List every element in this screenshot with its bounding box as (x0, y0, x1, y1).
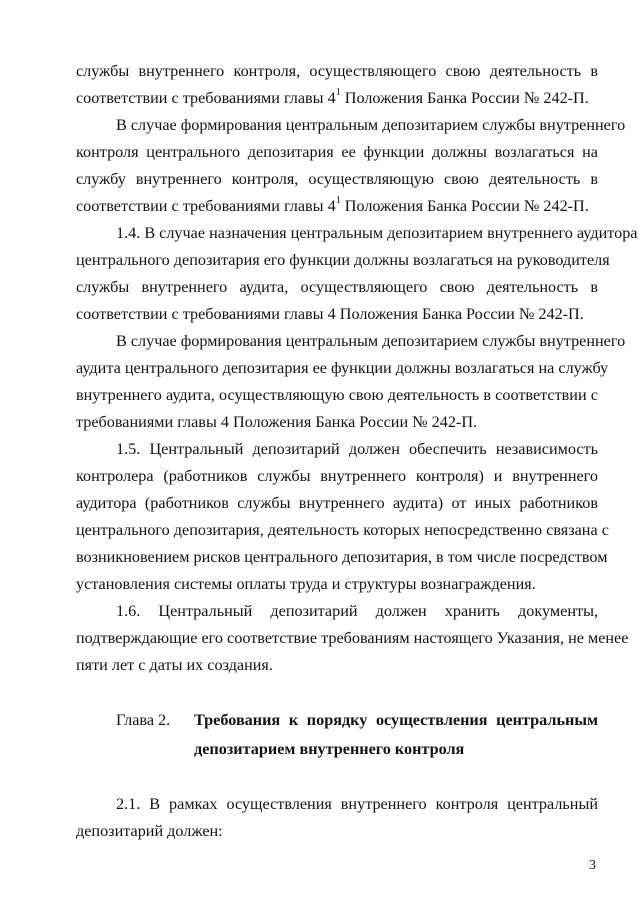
text-line: службы внутреннего контроля, осуществляющего свою деятельность в (76, 62, 598, 80)
text-line: В случае формирования центральным депозитарием службы внутреннего (116, 116, 626, 134)
text-line: службы внутреннего аудита, осуществляющего свою деятельность в (76, 278, 598, 296)
text-line: аудита центрального депозитария ее функции должны возлагаться на службу (76, 359, 609, 377)
text-line: пяти лет с даты их создания. (76, 656, 273, 674)
text-line: контроля центрального депозитария ее функции должны возлагаться на (76, 143, 598, 161)
superscript: 1 (335, 86, 341, 98)
text-line: установления системы оплаты труда и структуры вознаграждения. (76, 575, 536, 593)
text-line: службу внутреннего контроля, осуществляющую свою деятельность в (76, 170, 598, 188)
text-line: требованиями главы 4 Положения Банка России № 242-П. (76, 413, 478, 431)
text-line: В случае формирования центральным депозитарием службы внутреннего (116, 332, 626, 350)
chapter-title-continued: депозитарием внутреннего контроля (194, 740, 465, 758)
text-line: 1.6. Центральный депозитарий должен хранить документы, (116, 602, 598, 620)
page-body (76, 58, 638, 845)
text-line: соответствии с требованиями главы $4^1$ Положения Банка России № 242-П. (76, 86, 589, 107)
chapter-title: Требования к порядку осуществления центральным (194, 711, 598, 729)
text-line: 1.5. Центральный депозитарий должен обеспечить независимость (116, 440, 598, 458)
text-line: соответствии с требованиями главы $4^1$ Положения Банка России № 242-П. (76, 194, 589, 215)
text-line: центрального депозитария его функции должны возлагаться на руководителя (76, 251, 610, 269)
text-line: возникновением рисков центрального депозитария, в том числе посредством (76, 548, 608, 566)
text-line: соответствии с требованиями главы 4 Положения Банка России № 242-П. (76, 305, 584, 323)
text-line: контролера (работников службы внутреннего контроля) и внутреннего (76, 467, 598, 485)
text-line: депозитарий должен: (76, 822, 223, 840)
superscript: 1 (335, 194, 341, 206)
text-line: аудитора (работников службы внутреннего аудита) от иных работников (76, 494, 598, 512)
text-line: 1.4. В случае назначения центральным депозитарием внутреннего аудитора (116, 224, 638, 242)
text-line: подтверждающие его соответствие требованиям настоящего Указания, не менее (76, 629, 629, 647)
text-line: центрального депозитария, деятельность которых непосредственно связана с (76, 521, 609, 539)
chapter-label: Глава 2. (116, 711, 171, 729)
section-gap (76, 764, 598, 791)
text-line: внутреннего аудита, осуществляющую свою деятельность в соответствии с (76, 386, 598, 404)
page-number: 3 (589, 858, 596, 873)
section-gap (76, 679, 598, 706)
text-line: 2.1. В рамках осуществления внутреннего контроля центральный (116, 795, 598, 813)
chapter-heading (76, 706, 598, 764)
